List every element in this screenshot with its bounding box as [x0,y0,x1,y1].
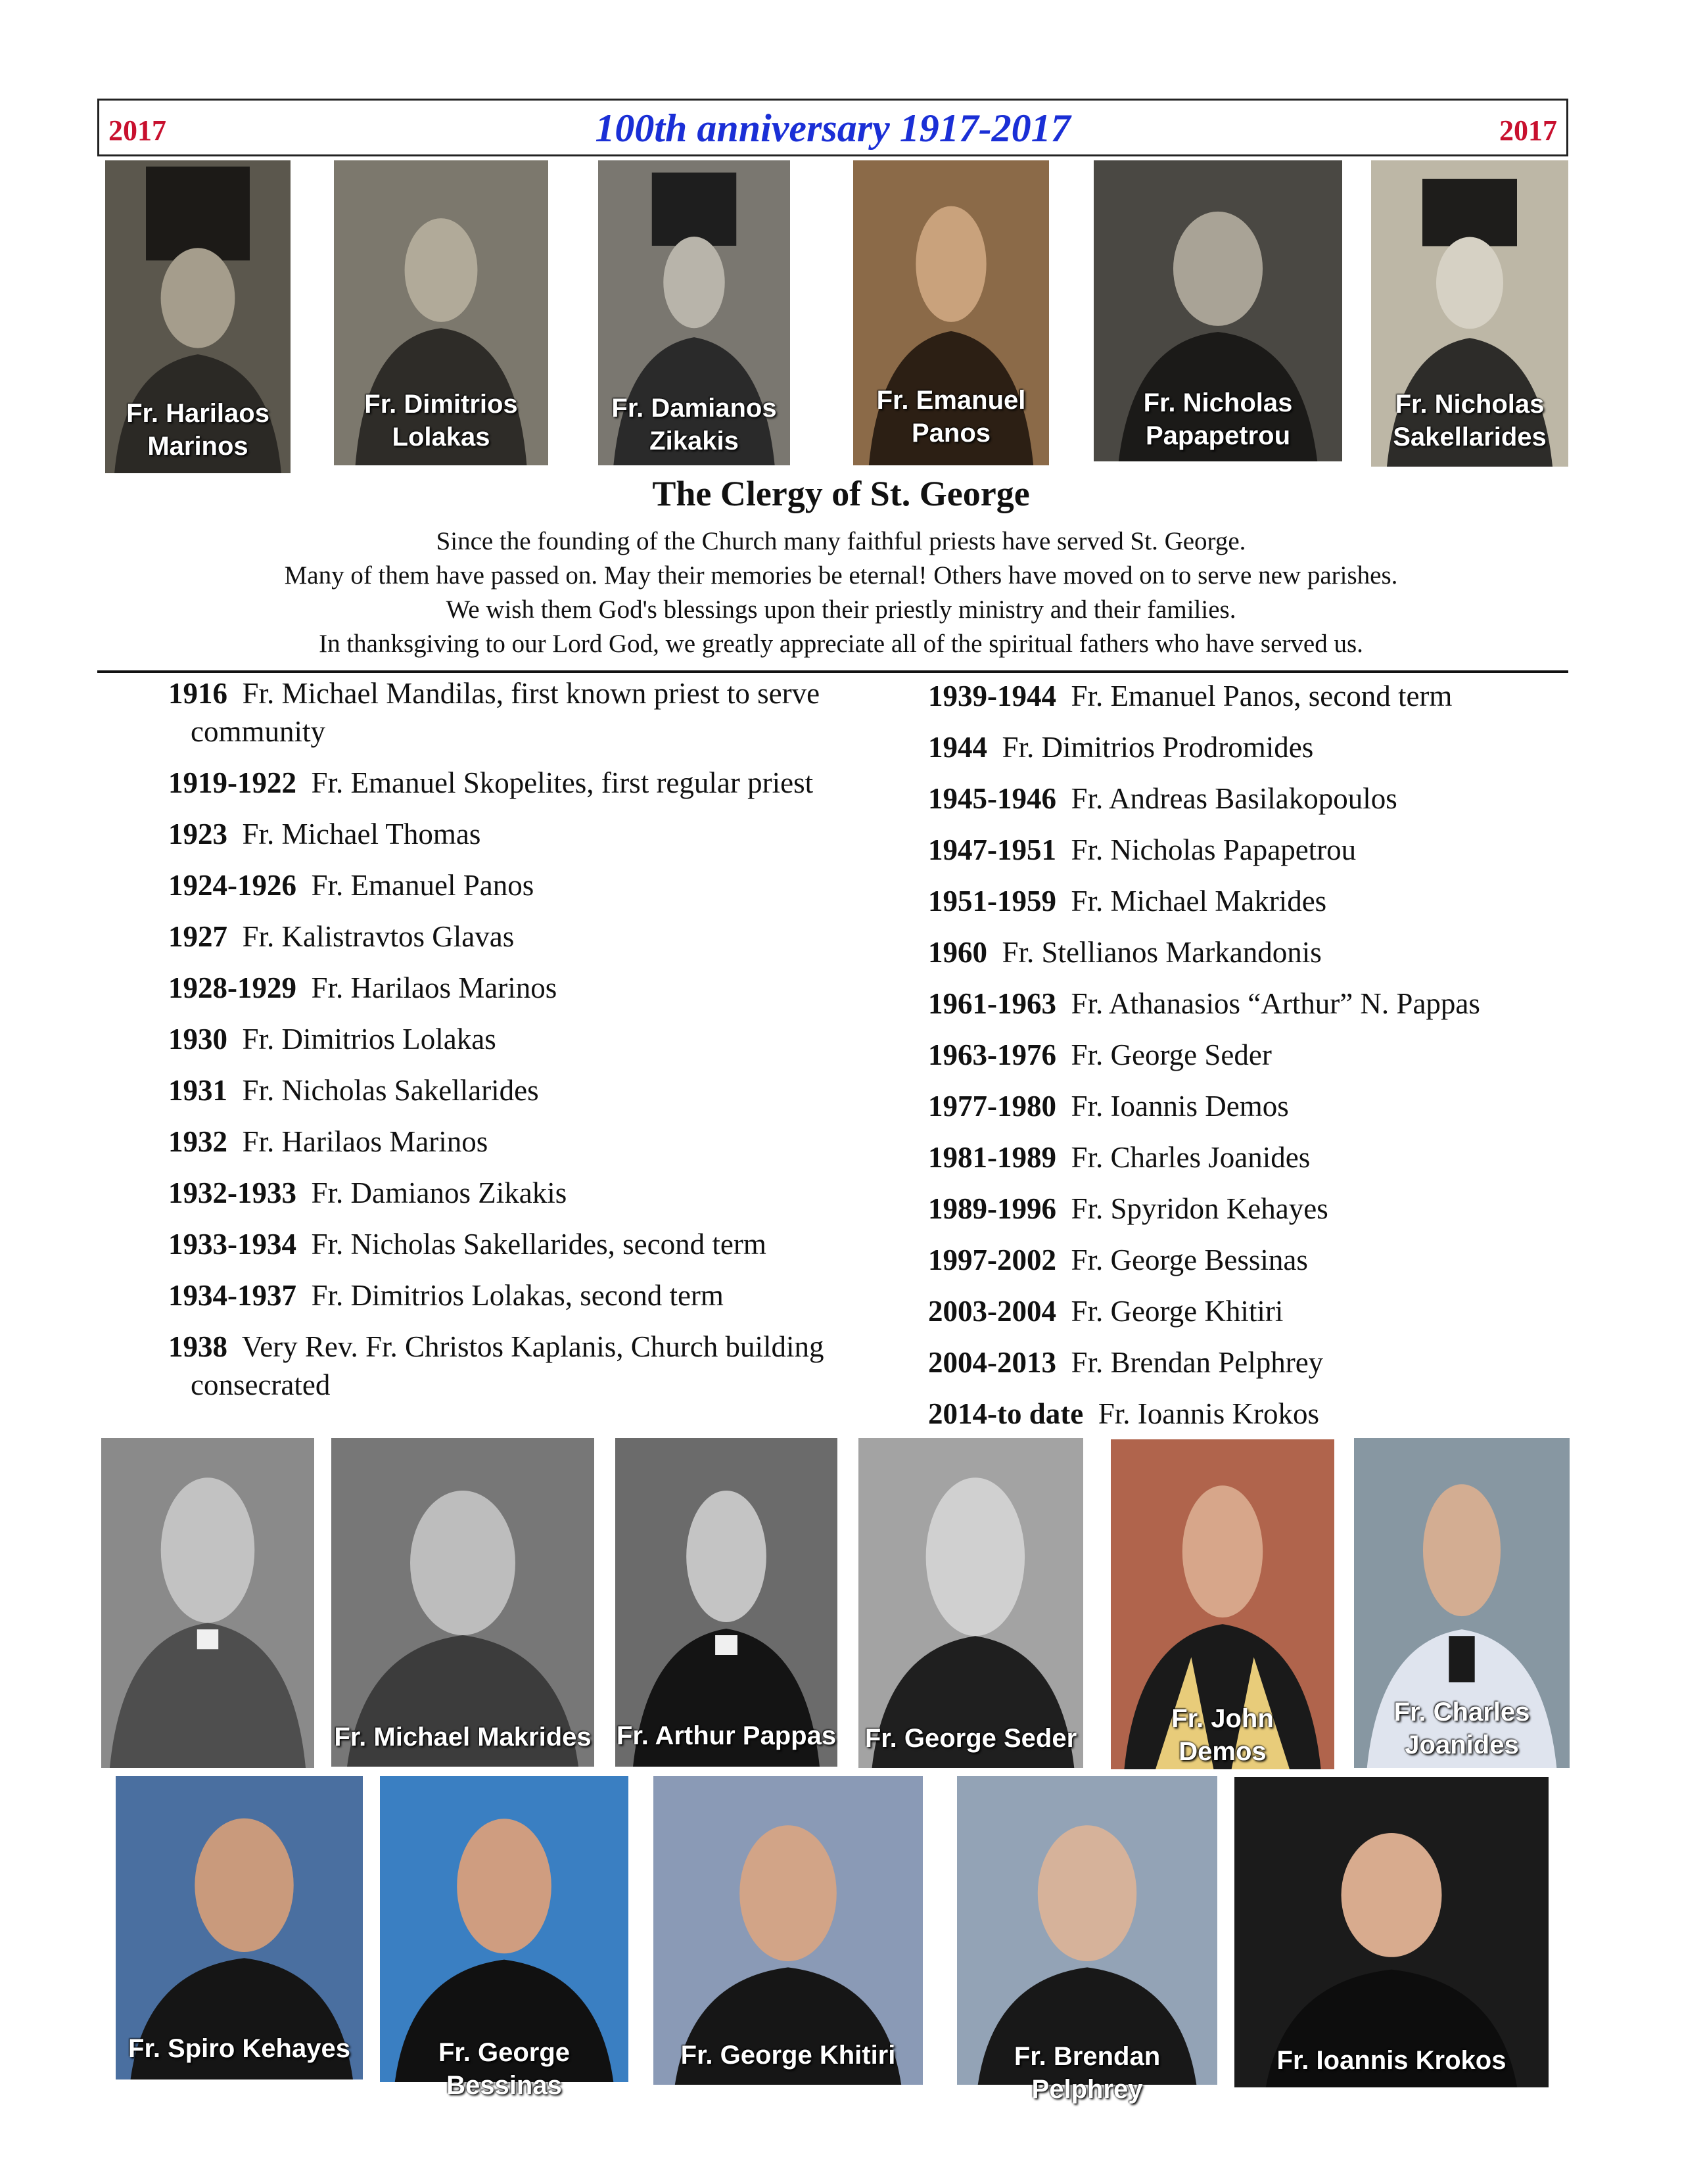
list-item: 1989-1996 Fr. Spyridon Kehayes [928,1192,1328,1225]
list-item: 1933-1934 Fr. Nicholas Sakellarides, second term [168,1228,766,1261]
list-item: 1916 Fr. Michael Mandilas, first known priest to serve community [168,677,820,748]
photo-george-seder [858,1438,1083,1768]
photo-george-bessinas [380,1776,628,2100]
list-item: 2004-2013 Fr. Brendan Pelphrey [928,1346,1324,1379]
anniversary-banner [97,99,1568,156]
divider [97,670,1568,673]
caption-line-2: Zikakis [649,427,739,455]
photo-michael-makrides [331,1438,594,1767]
list-item: 1951-1959 Fr. Michael Makrides [928,885,1327,918]
banner-year-left: 2017 [108,114,166,147]
caption-line-1: Fr. Ioannis Krokos [1276,2046,1507,2075]
list-item: 1927 Fr. Kalistravtos Glavas [168,920,515,953]
list-item: 1919-1922 Fr. Emanuel Skopelites, first regular priest [168,766,814,799]
caption-line-1: Fr. Nicholas [1395,390,1545,419]
caption-line-2: Panos [911,419,991,448]
list-item: 1945-1946 Fr. Andreas Basilakopoulos [928,782,1397,815]
list-item: 1963-1976 Fr. George Seder [928,1038,1272,1071]
caption-line-2: Papapetrou [1145,421,1291,450]
list-item: 1924-1926 Fr. Emanuel Panos [168,869,534,902]
list-item: 2003-2004 Fr. George Khitiri [928,1295,1284,1328]
list-item: 1928-1929 Fr. Harilaos Marinos [168,971,557,1004]
list-item: 1932 Fr. Harilaos Marinos [168,1125,488,1158]
photo-charles-joanides [1354,1438,1570,1768]
list-item: 1947-1951 Fr. Nicholas Papapetrou [928,833,1357,866]
photo-priest-1 [101,1438,314,1768]
intro-line: Many of them have passed on. May their memories be eternal! Others have moved on to serve new parishes. [284,561,1398,590]
banner-year-right: 2017 [1499,114,1557,147]
list-item: 1930 Fr. Dimitrios Lolakas [168,1023,496,1056]
list-item: 1934-1937 Fr. Dimitrios Lolakas, second term [168,1279,724,1312]
list-item: 1931 Fr. Nicholas Sakellarides [168,1074,539,1107]
list-item: 1938 Very Rev. Fr. Christos Kaplanis, Church building consecrated [168,1330,824,1401]
photo-ioannis-krokos [1234,1777,1549,2087]
photo-spiro-kehayes [116,1776,363,2079]
clergy-list-left [168,674,852,1417]
list-item: 1981-1989 Fr. Charles Joanides [928,1141,1311,1174]
caption-line-1: Fr. Brendan Pelphrey [1014,2042,1161,2104]
list-item: 2014-to date Fr. Ioannis Krokos [928,1397,1319,1430]
intro-line: We wish them God's blessings upon their priestly ministry and their families. [446,595,1236,624]
intro-paragraph [0,524,1682,661]
photo-arthur-pappas [615,1438,837,1767]
list-item: 1944 Fr. Dimitrios Prodromides [928,731,1314,764]
priest-portrait-icon [1234,1777,1549,2087]
priest-portrait-icon [101,1438,314,1768]
photo-george-khitiri [653,1776,923,2085]
photo-nicholas-papapetrou [1094,160,1342,461]
caption-line-1: Fr. John [1171,1704,1274,1733]
intro-line: In thanksgiving to our Lord God, we greatly appreciate all of the spiritual fathers who have served us. [319,630,1363,658]
caption-line-1: Fr. Damianos [611,394,777,423]
priest-portrait-icon [331,1438,594,1767]
caption-line-1: Fr. Dimitrios [364,390,518,419]
caption-line-1: Fr. George Seder [864,1724,1077,1753]
photo-dimitrios-lolakas [334,160,548,465]
caption-line-2: Lolakas [392,423,490,452]
caption-line-1: Fr. Emanuel [876,386,1026,415]
photo-nicholas-sakellarides [1371,160,1568,467]
list-item: 1923 Fr. Michael Thomas [168,818,481,850]
priest-portrait-icon [957,1776,1217,2085]
intro-line: Since the founding of the Church many faithful priests have served St. George. [436,527,1246,555]
priest-portrait-icon [615,1438,837,1767]
caption-line-2: Sakellarides [1393,423,1547,452]
list-item: 1997-2002 Fr. George Bessinas [928,1243,1308,1276]
caption-line-1: Fr. Michael Makrides [334,1723,592,1752]
clergy-list-right [928,677,1585,1446]
caption-line-1: Fr. Harilaos [126,399,269,428]
caption-line-2: Joanides [1405,1731,1519,1759]
caption-line-1: Fr. Spiro Kehayes [128,2034,350,2063]
priest-portrait-icon [858,1438,1083,1768]
caption-line-2: Demos [1179,1737,1267,1766]
caption-line-2: Marinos [147,432,248,461]
photo-brendan-pelphrey [957,1776,1217,2104]
list-item: 1932-1933 Fr. Damianos Zikakis [168,1176,567,1209]
photo-emanuel-panos [853,160,1049,465]
list-item: 1977-1980 Fr. Ioannis Demos [928,1090,1289,1123]
photo-harilaos-marinos [105,160,291,473]
caption-line-1: Fr. Arthur Pappas [616,1721,837,1750]
list-item: 1939-1944 Fr. Emanuel Panos, second term [928,680,1453,712]
caption-line-1: Fr. Charles [1393,1698,1530,1727]
photo-damianos-zikakis [598,160,790,465]
list-item: 1961-1963 Fr. Athanasios “Arthur” N. Pappas [928,987,1480,1020]
list-item: 1960 Fr. Stellianos Markandonis [928,936,1322,969]
caption-line-1: Fr. Nicholas [1143,388,1293,417]
caption-line-1: Fr. George Bessinas [438,2038,571,2100]
banner-title: 100th anniversary 1917-2017 [595,106,1071,150]
page-title: The Clergy of St. George [652,474,1030,513]
caption-line-1: Fr. George Khitiri [680,2041,896,2070]
photo-john-demos [1111,1439,1334,1769]
